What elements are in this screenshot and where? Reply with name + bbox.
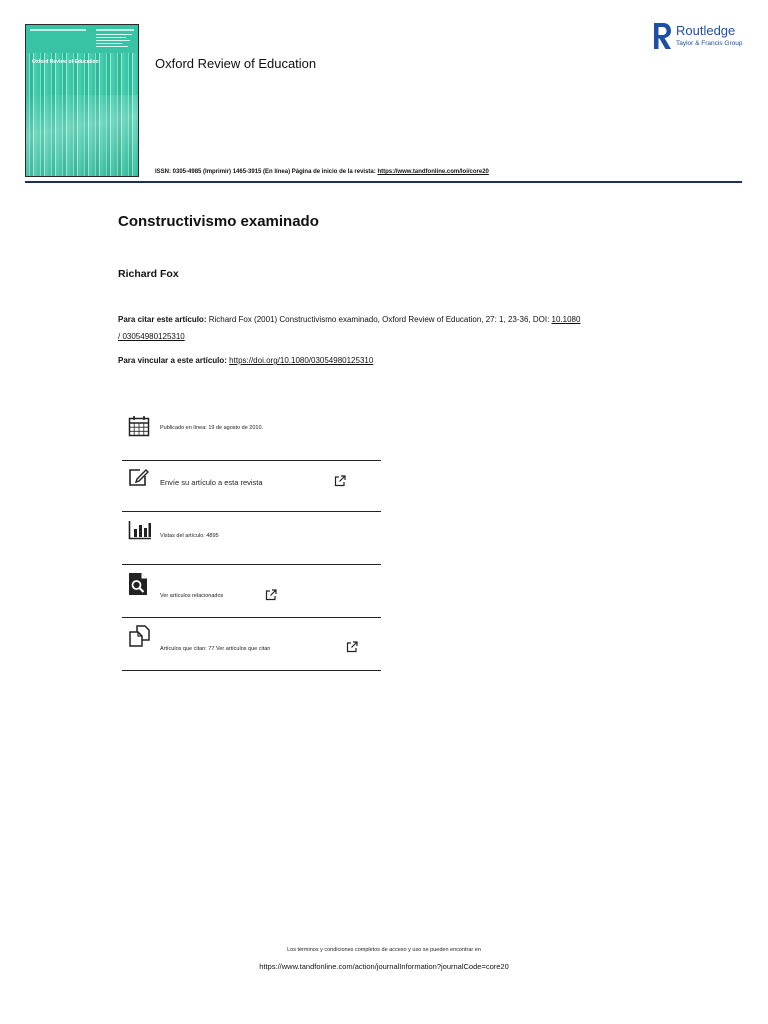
submit-article-link[interactable]: Envíe su artículo a esta revista: [160, 478, 263, 487]
publisher-name: Routledge: [676, 23, 736, 38]
calendar-icon: [128, 415, 150, 437]
doi-link-continued[interactable]: / 03054980125310: [118, 332, 185, 341]
cover-decoration: [96, 37, 126, 38]
cover-decoration: [30, 29, 86, 31]
link-label: Para vincular a este artículo:: [118, 356, 227, 365]
article-views: Vistas del artículo: 4895: [160, 533, 219, 539]
published-row: [122, 408, 381, 461]
citation-label: Para citar este artículo:: [118, 315, 207, 324]
issn-text: ISSN: 0305-4985 (Imprimir) 1465-3915 (En línea) Página de inicio de la revista:: [155, 169, 378, 175]
publisher-group: Taylor & Francis Group: [676, 40, 743, 47]
external-link-icon[interactable]: [346, 641, 358, 653]
external-link-icon[interactable]: [265, 589, 277, 601]
journal-title[interactable]: Oxford Review of Education: [155, 56, 317, 71]
citing-documents-icon: [128, 625, 152, 647]
article-link-line: [118, 356, 373, 365]
cover-title: Oxford Review of Education: [32, 59, 99, 65]
cover-decoration: [96, 40, 130, 41]
journal-homepage-link[interactable]: https://www.tandfonline.com/loi/core20: [377, 169, 489, 175]
edit-icon: [128, 467, 150, 487]
cover-decoration: [96, 29, 134, 31]
citation-line: [118, 315, 580, 324]
citing-articles-link[interactable]: Artículos que citan: 77 Ver artículos que citan: [160, 646, 271, 652]
publisher-logo[interactable]: [652, 22, 748, 50]
routledge-logo-icon: [652, 22, 672, 50]
external-link-icon[interactable]: [334, 475, 346, 487]
cover-decoration: [96, 34, 132, 35]
cover-shading: [26, 95, 138, 176]
views-row: [122, 512, 381, 565]
article-author[interactable]: Richard Fox: [118, 268, 179, 280]
header-divider: [25, 181, 742, 183]
citing-row[interactable]: [122, 618, 381, 671]
cover-decoration: [96, 43, 122, 44]
related-articles-link[interactable]: Ver artículos relacionados: [160, 593, 224, 599]
journal-cover-image: [25, 24, 139, 177]
document-search-icon: [128, 572, 148, 596]
issn-line: [155, 169, 489, 175]
article-doi-link[interactable]: https://doi.org/10.1080/03054980125310: [229, 356, 374, 365]
cover-decoration: [96, 46, 128, 47]
citation-text: Richard Fox (2001) Constructivismo examinado, Oxford Review of Education, 27: 1, 23-36, DOI:: [206, 315, 552, 324]
submit-row[interactable]: [122, 461, 381, 512]
footer-terms-note: Los términos y condiciones completos de acceso y uso se pueden encontrar en: [287, 947, 481, 953]
article-title: Constructivismo examinado: [118, 213, 319, 230]
bar-chart-icon: [128, 520, 152, 540]
published-date: Publicado en línea: 19 de agosto de 2010.: [160, 425, 264, 431]
doi-link[interactable]: 10.1080: [551, 315, 581, 324]
related-row[interactable]: [122, 565, 381, 618]
footer-terms-link[interactable]: https://www.tandfonline.com/action/journalInformation?journalCode=core20: [259, 962, 509, 971]
citation-line-continued: [118, 332, 185, 341]
